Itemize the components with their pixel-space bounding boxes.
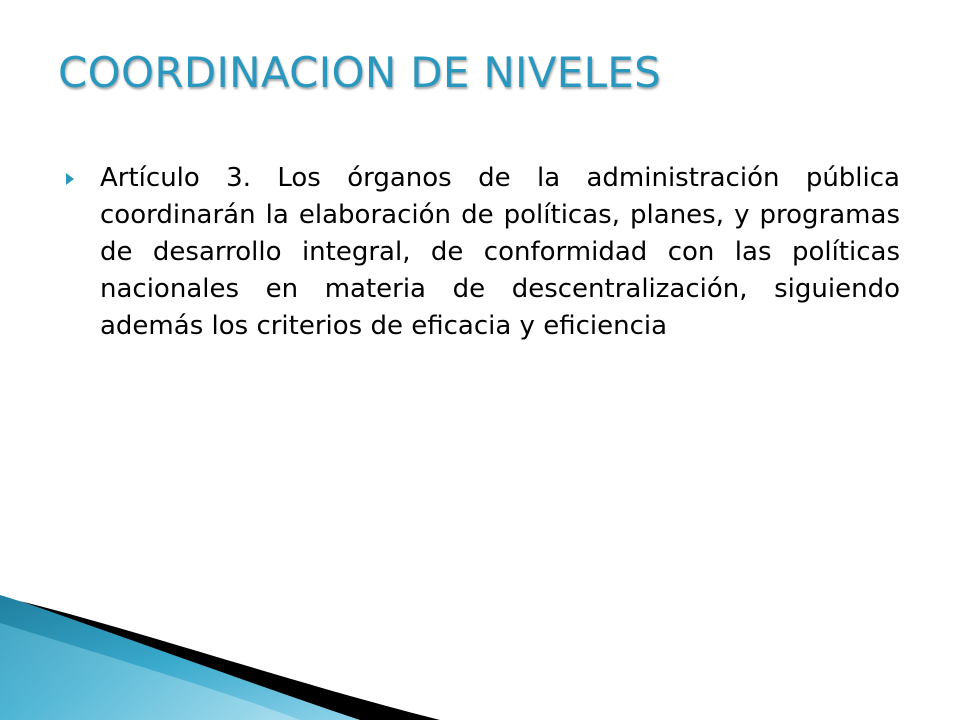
content-area (66, 160, 900, 345)
slide-title: COORDINACION DE NIVELES (58, 48, 662, 97)
bullet-item (66, 160, 900, 345)
triangle-right-icon (66, 173, 74, 185)
bullet-text: Artículo 3. Los órganos de la administración pública coordinarán la elaboración de políticas, planes, y programas de desarrollo integral, de conformidad con las políticas nacionales en materia de descentralización, siguiendo además los criterios de eficacia y eficiencia (100, 163, 900, 341)
swoosh-decoration (0, 595, 460, 720)
